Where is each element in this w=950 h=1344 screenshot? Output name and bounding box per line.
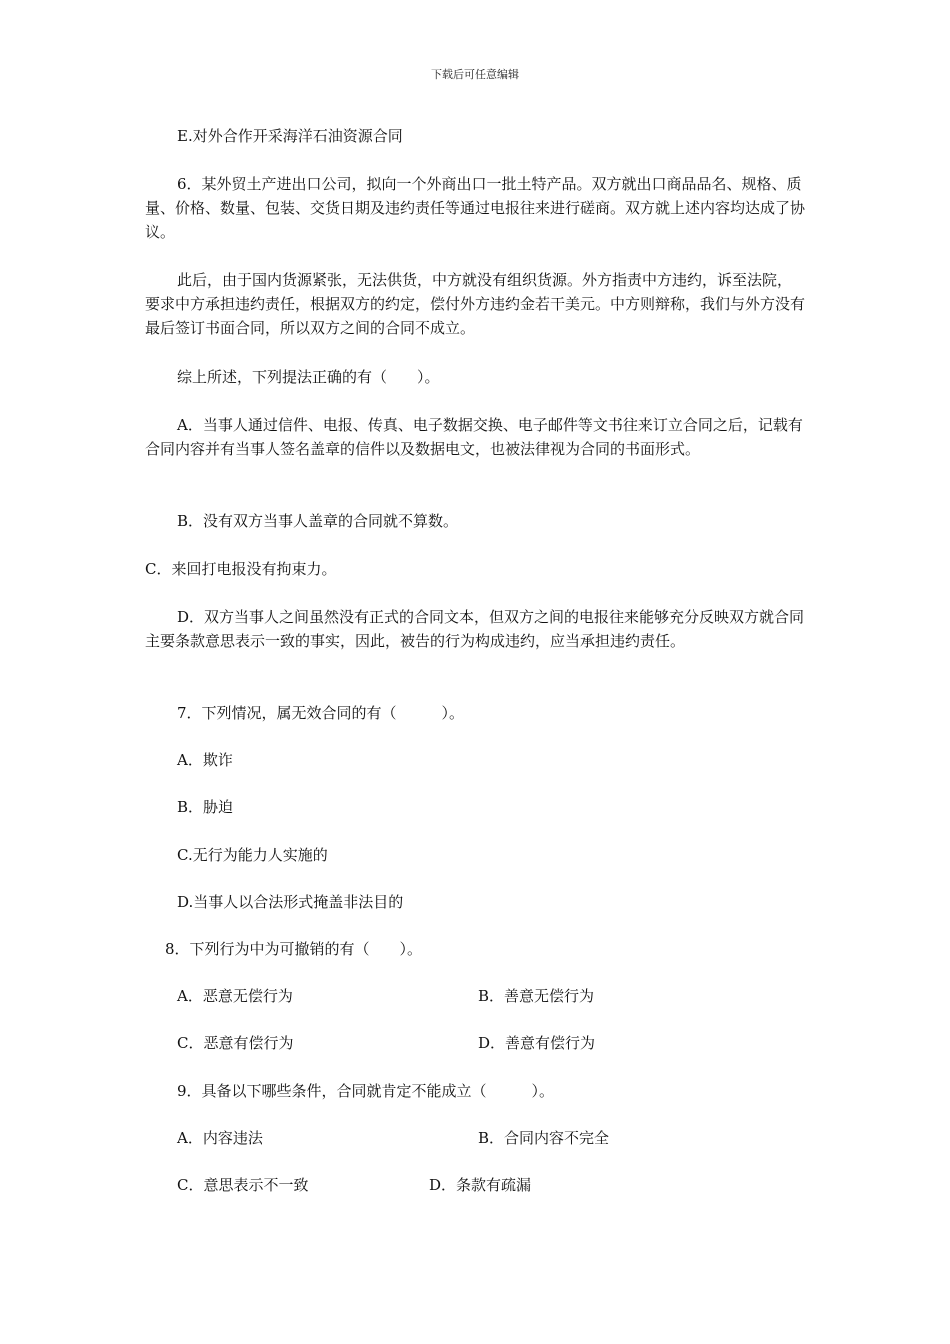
- page-header: 下载后可任意编辑: [431, 68, 519, 81]
- q6-option-a: A．当事人通过信件、电报、传真、电子数据交换、电子邮件等文书往来订立合同之后，记载有合同内容并有当事人签名盖章的信件以及数据电文，也被法律视为合同的书面形式。: [145, 416, 803, 458]
- q8-question: 8．下列行为中为可撤销的有（ ）。: [165, 940, 423, 958]
- q9-option-c: C．意思表示不一致: [177, 1176, 309, 1194]
- option-e-line: E.对外合作开采海洋石油资源合同: [177, 127, 403, 145]
- q8-option-b: B．善意无偿行为: [478, 987, 595, 1005]
- q7-option-d: D.当事人以合法形式掩盖非法目的: [177, 893, 404, 911]
- q7-option-c: C.无行为能力人实施的: [177, 846, 328, 864]
- q6-option-c: C．来回打电报没有拘束力。: [145, 560, 337, 578]
- q7-option-a: A．欺诈: [177, 751, 233, 769]
- q8-option-a: A．恶意无偿行为: [177, 987, 293, 1005]
- q9-question: 9．具备以下哪些条件，合同就肯定不能成立（ ）。: [177, 1082, 555, 1100]
- q6-option-b: B．没有双方当事人盖章的合同就不算数。: [177, 512, 459, 530]
- q7-question: 7．下列情况，属无效合同的有（ ）。: [177, 704, 465, 722]
- q9-option-a: A．内容违法: [177, 1129, 263, 1147]
- q6-paragraph-1: 6．某外贸土产进出口公司，拟向一个外商出口一批土特产品。双方就出口商品品名、规格、质量、价格、数量、包装、交货日期及违约责任等通过电报往来进行磋商。双方就上述内容均达成了协议。: [145, 175, 806, 241]
- q8-option-d: D．善意有偿行为: [478, 1034, 596, 1052]
- q8-option-c: C．恶意有偿行为: [177, 1034, 294, 1052]
- q9-option-b: B．合同内容不完全: [478, 1129, 610, 1147]
- q6-paragraph-2: 此后，由于国内货源紧张，无法供货，中方就没有组织货源。外方指责中方违约，诉至法院，要求中方承担违约责任，根据双方的约定，偿付外方违约金若干美元。中方则辩称，我们与外方没有最后签订书面合同，所以双方之间的合同不成立。: [145, 271, 806, 337]
- q9-option-d: D．条款有疏漏: [429, 1176, 532, 1194]
- q7-option-b: B．胁迫: [177, 798, 234, 816]
- q6-option-d: D．双方当事人之间虽然没有正式的合同文本，但双方之间的电报往来能够充分反映双方就合同主要条款意思表示一致的事实，因此，被告的行为构成违约，应当承担违约责任。: [145, 608, 805, 650]
- q6-question: 综上所述，下列提法正确的有（ ）。: [177, 368, 440, 386]
